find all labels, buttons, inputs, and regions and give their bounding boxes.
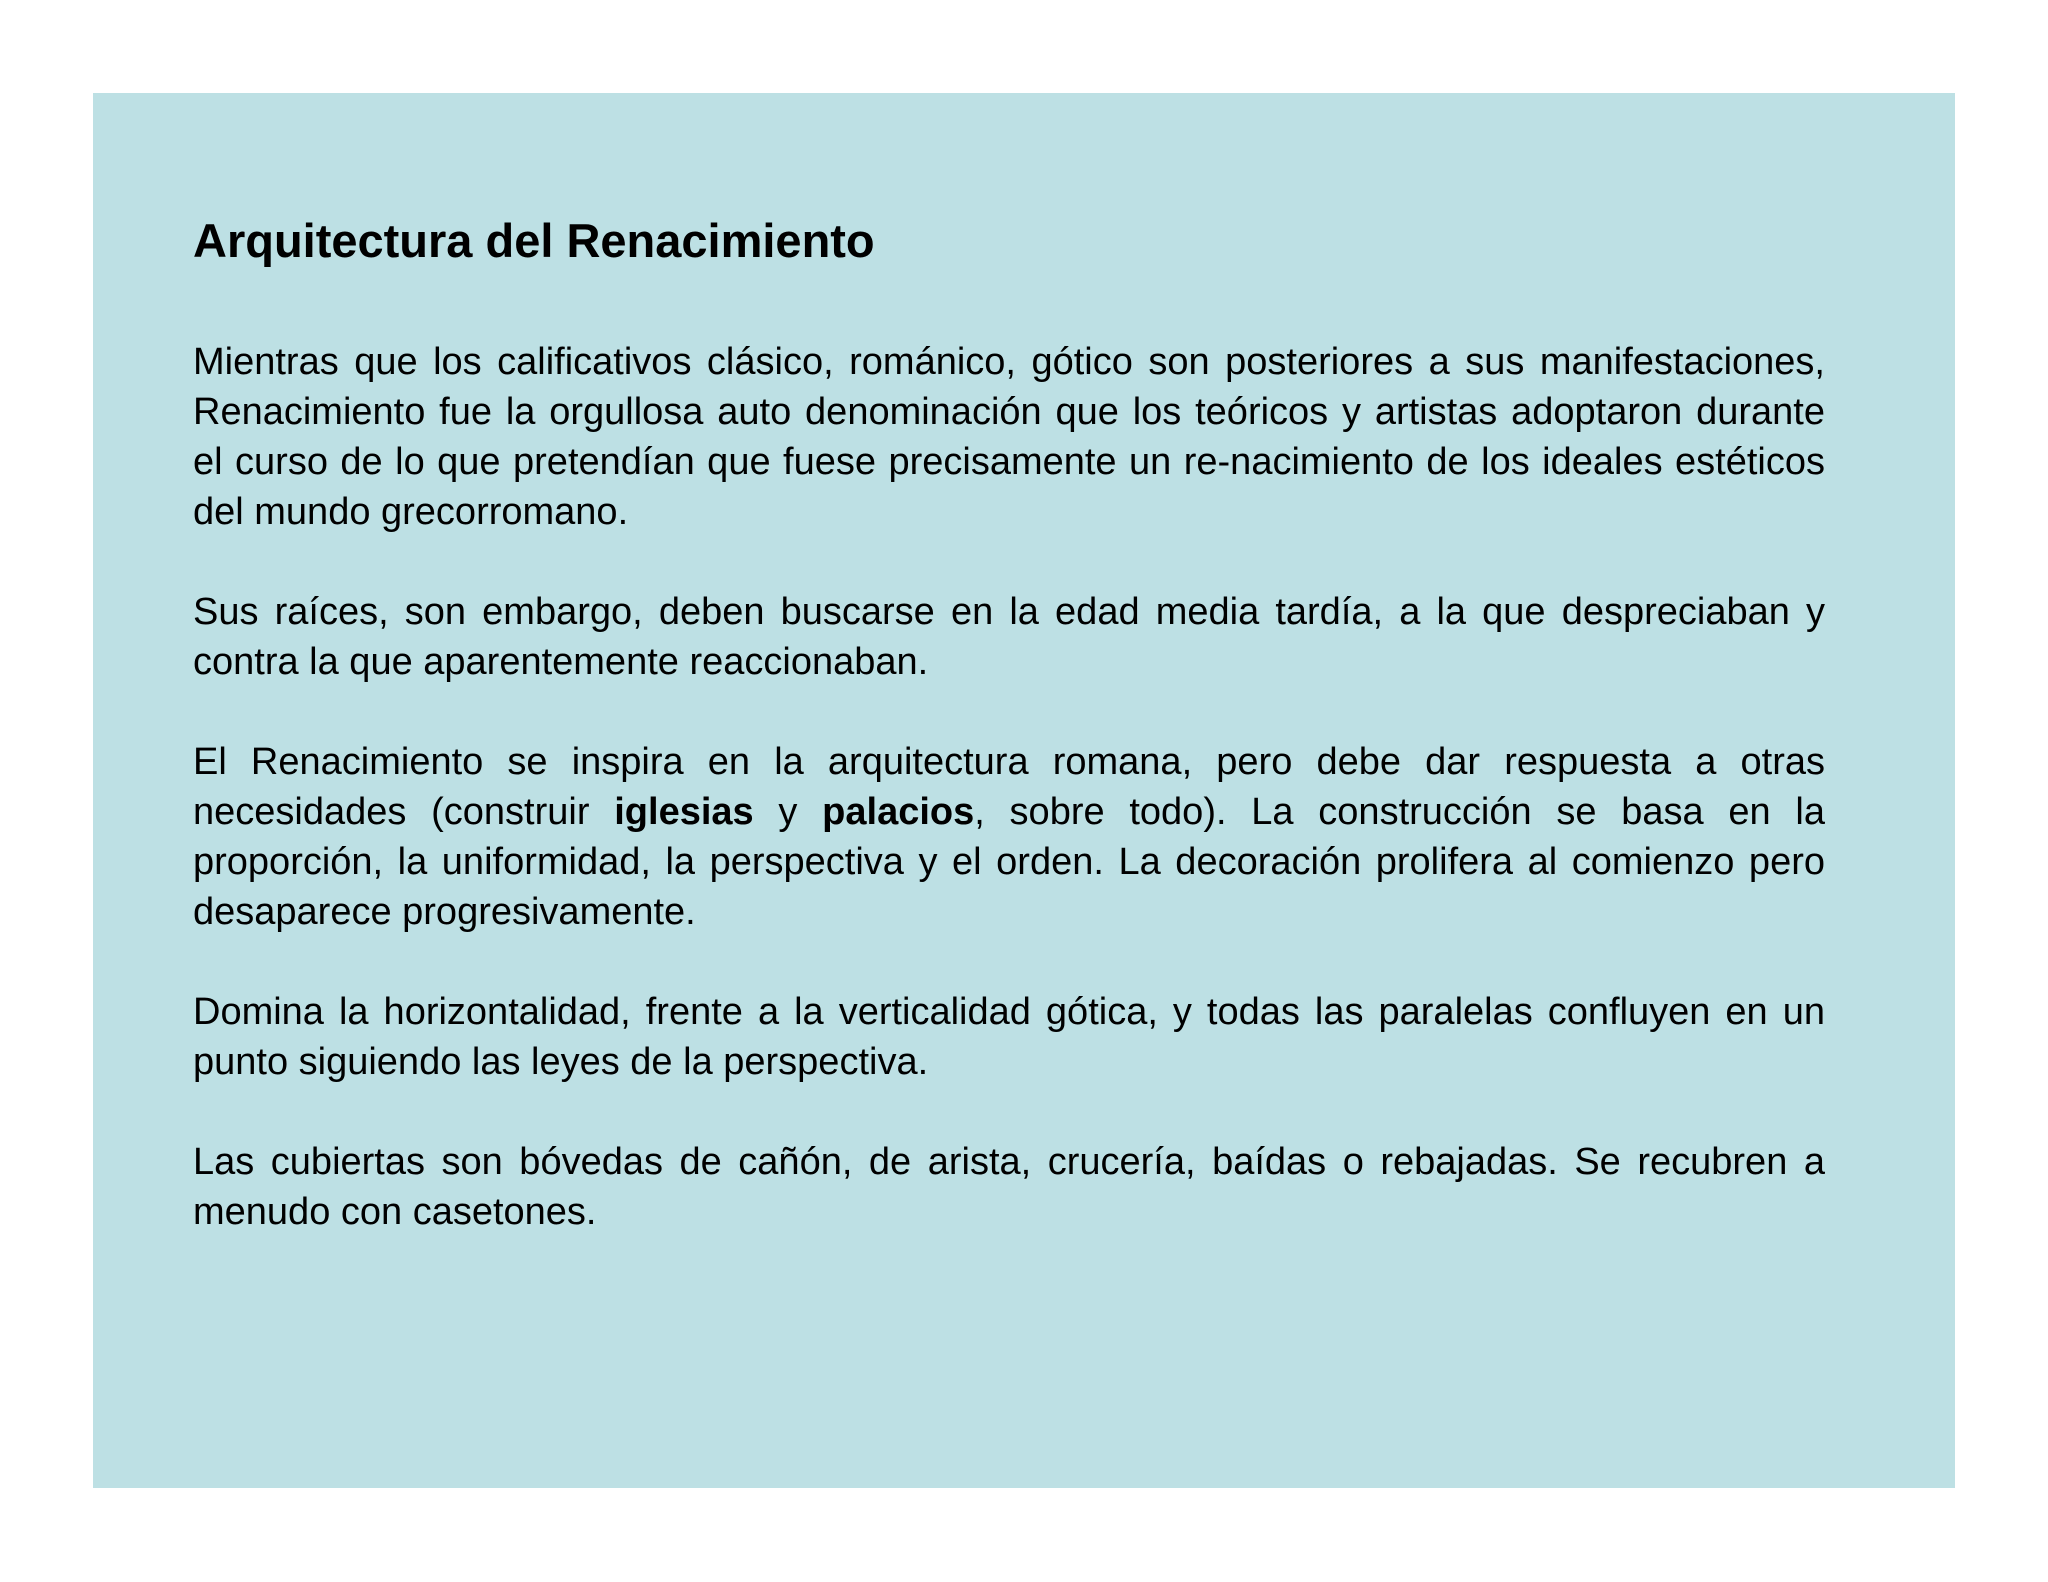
bold-term-palacios: palacios xyxy=(822,790,975,833)
slide-content xyxy=(193,215,1825,1287)
paragraph-3-text-a: El Renacimiento se inspira en la arquitectura romana, pero debe dar respuesta a otras necesidades (construir xyxy=(193,740,1825,833)
paragraph-5: Las cubiertas son bóvedas de cañón, de arista, crucería, baídas o rebajadas. Se recubren a menudo con casetones. xyxy=(193,1140,1825,1233)
paragraph-1: Mientras que los calificativos clásico, románico, gótico son posteriores a sus manifestaciones, Renacimiento fue la orgullosa auto denominación que los teóricos y artistas adoptaron durante el curso de lo que pretendían que fuese precisamente un re-nacimiento de los ideales estéticos del mundo grecorromano. xyxy=(193,340,1825,533)
paragraph-2: Sus raíces, son embargo, deben buscarse en la edad media tardía, a la que despreciaban y contra la que aparentemente reaccionaban. xyxy=(193,590,1825,683)
page-title: Arquitectura del Renacimiento xyxy=(193,214,875,267)
paragraph-3-text-b: y xyxy=(753,790,823,833)
paragraph-3 xyxy=(193,737,1825,937)
paragraph-4: Domina la horizontalidad, frente a la verticalidad gótica, y todas las paralelas confluyen en un punto siguiendo las leyes de la perspectiva. xyxy=(193,990,1825,1083)
slide-panel xyxy=(93,93,1955,1488)
paragraph-3-text-c: , sobre todo). La construcción se basa en la proporción, la uniformidad, la perspectiva y el orden. La decoración prolifera al comienzo pero desaparece progresivamente. xyxy=(193,790,1825,933)
bold-term-iglesias: iglesias xyxy=(614,790,754,833)
